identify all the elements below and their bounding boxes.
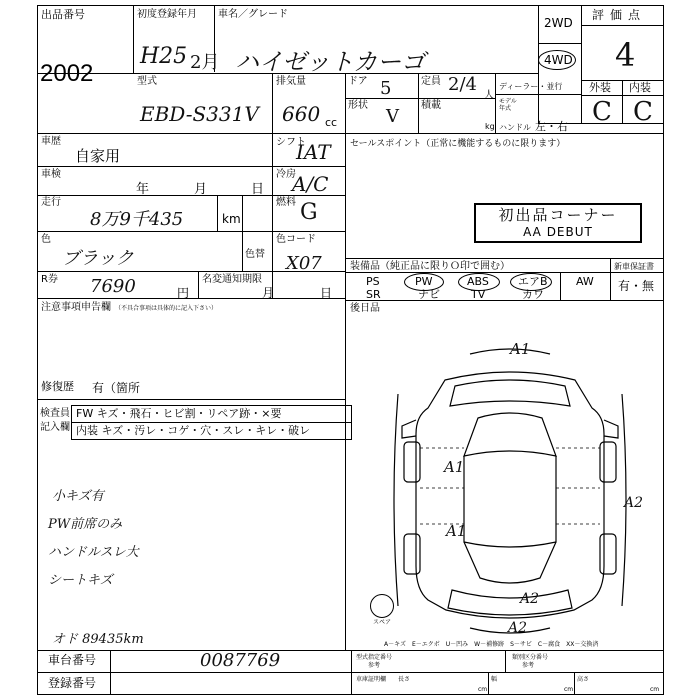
transfer-label: 名変通知期限: [202, 274, 262, 285]
equip-sr: SR: [366, 288, 381, 301]
chassis-label: 車台番号: [48, 653, 97, 667]
mark-a1-front: A1: [510, 340, 531, 358]
mileage-label: 走行: [41, 197, 61, 208]
score-label: 評価点: [592, 8, 647, 22]
lot-number: 2002: [40, 60, 94, 87]
model-year-label: モデル年式: [499, 98, 517, 112]
recycle-label: R券: [41, 274, 58, 285]
sales-point-label: セールスポイント（正常に機能するものに限ります）: [350, 139, 566, 149]
capacity-label: 定員: [421, 76, 441, 87]
equipment-label: 装備品（純正品に限りＯ印で囲む）: [350, 261, 510, 272]
abs-circle: [458, 273, 500, 291]
mileage-unit: km: [222, 212, 241, 226]
dealer-label: ディーラー・並行: [499, 82, 563, 91]
height-label: 高さ: [577, 676, 590, 683]
car-diagram: [360, 338, 660, 638]
type-cert-label: 型式指定番号: [356, 654, 393, 661]
shape-label: 形状: [348, 100, 368, 111]
transfer-month: 月: [262, 286, 275, 300]
chassis-value: 0087769: [200, 650, 281, 671]
color-change-label: 色替: [245, 249, 265, 260]
inspector-row-2: 内装 キズ・汚レ・コゲ・穴・スレ・キレ・破レ: [76, 424, 311, 437]
load-label: 積載: [421, 100, 441, 111]
pw-circle: [404, 273, 444, 291]
mark-a2-rear: A2: [520, 591, 540, 607]
mark-a1-left-rear: A1: [446, 522, 467, 540]
inspector-label-2: 記入欄: [40, 422, 70, 433]
inspection-day: 日: [251, 182, 265, 197]
type-cert-ref: 参考: [368, 662, 381, 669]
drive-4wd: 4WD: [544, 53, 573, 67]
class-num-ref: 参考: [522, 662, 535, 669]
equip-pw: PW: [415, 275, 433, 288]
equip-leather: カワ: [522, 288, 544, 301]
equip-navi: ナビ: [418, 288, 440, 301]
history-value: 自家用: [75, 147, 121, 165]
reg-era: H25: [140, 44, 188, 69]
repair-value: 有（箇所: [92, 381, 141, 395]
mark-a1-left-front: A1: [444, 458, 465, 476]
hand-note-2: PW前席のみ: [48, 517, 123, 532]
reg-label: 初度登録年月: [137, 9, 197, 20]
recycle-unit: 円: [177, 286, 190, 300]
length-unit: cm: [478, 686, 488, 693]
class-num-label: 類別区分番号: [512, 654, 549, 661]
equip-abs: ABS: [467, 275, 489, 288]
transfer-day: 日: [320, 286, 333, 300]
model-label: 型式: [137, 76, 157, 87]
rear-label: 後日品: [350, 303, 380, 314]
debut-stamp: [474, 203, 642, 243]
fuel-label: 燃料: [276, 197, 296, 208]
doors-label: ドア: [348, 76, 368, 87]
interior-grade: C: [633, 97, 653, 127]
doors-value: 5: [380, 78, 392, 99]
length-label: 長さ: [398, 676, 411, 683]
score-value: 4: [615, 36, 636, 74]
equip-ps: PS: [366, 275, 380, 288]
notes-sub: （不具合事項は具体的に記入下さい）: [115, 305, 218, 312]
new-warranty-label: 新車保証書: [614, 262, 654, 271]
new-warranty-value: 有・無: [618, 279, 655, 293]
fuel-value: G: [300, 200, 318, 225]
handle-label: ハンドル: [499, 123, 531, 132]
height-unit: cm: [650, 686, 660, 693]
lot-label: 出品番号: [41, 8, 85, 21]
interior-label: 内装: [629, 81, 651, 94]
load-unit: kg: [485, 122, 495, 131]
equip-aw: AW: [576, 275, 594, 288]
width-label: 幅: [491, 676, 498, 683]
reg-month: 2月: [190, 52, 220, 73]
car-name: ハイゼットカーゴ: [235, 48, 426, 76]
displacement-unit: cc: [325, 116, 338, 129]
inspector-row-1: FW キズ・飛石・ヒビ割・リペア跡・×要: [76, 407, 282, 420]
drive-2wd: 2WD: [544, 16, 573, 30]
shift-value: IAT: [296, 140, 331, 164]
reg-number-label: 登録番号: [48, 676, 97, 690]
debut-stamp-line2: AA DEBUT: [523, 225, 593, 239]
spare-label: スペア: [373, 619, 392, 626]
color-code-label: 色コード: [276, 234, 316, 245]
aircon-value: A/C: [292, 172, 329, 196]
car-label: 車名／グレード: [218, 9, 288, 20]
exterior-label: 外装: [589, 81, 611, 94]
equip-tv: TV: [471, 288, 486, 301]
history-label: 車歴: [41, 136, 61, 147]
inspector-label-1: 検査員: [40, 408, 70, 419]
hand-note-1: 小キズ有: [52, 489, 104, 504]
color-value: ブラック: [62, 248, 134, 269]
width-unit: cm: [564, 686, 574, 693]
color-code-value: X07: [286, 253, 322, 274]
shape-value: V: [386, 106, 399, 127]
aircon-label: 冷房: [276, 169, 296, 180]
displacement-label: 排気量: [276, 76, 306, 87]
mark-a2-right: A2: [624, 495, 644, 511]
notes-label: 注意事項申告欄: [41, 302, 111, 313]
inspection-label: 車検: [41, 169, 61, 180]
odo-note: オド 89435km: [52, 632, 144, 647]
hand-note-4: シートキズ: [48, 573, 113, 588]
debut-stamp-line1: 初出品コーナー: [498, 206, 618, 224]
capacity-unit: 人: [484, 90, 494, 101]
model-value: EBD-S331V: [140, 102, 259, 126]
exterior-grade: C: [592, 97, 612, 127]
inspection-month: 月: [194, 182, 208, 197]
airbag-circle: [510, 273, 552, 291]
garage-label: 車庫証明欄: [356, 676, 387, 683]
shift-label: シフト: [276, 137, 306, 148]
repair-label: 修復歴: [41, 380, 74, 393]
handle-options: 左・右: [535, 120, 568, 133]
displacement-value: 660: [282, 102, 321, 126]
inspection-year: 年: [136, 182, 150, 197]
damage-legend: A－キズ E－エクボ U－凹み W－補修跡 S－サビ C－腐食 XX－交換済: [384, 641, 599, 648]
capacity-value: 2/4: [448, 74, 477, 95]
equip-airbag: エアB: [518, 275, 548, 288]
mark-a2-rear-bumper: A2: [508, 620, 528, 636]
spare-circle: [370, 594, 394, 618]
recycle-value: 7690: [90, 276, 136, 297]
color-label: 色: [41, 234, 51, 245]
mileage-value: 8万9千435: [90, 209, 184, 230]
hand-note-3: ハンドルスレ大: [48, 545, 139, 560]
